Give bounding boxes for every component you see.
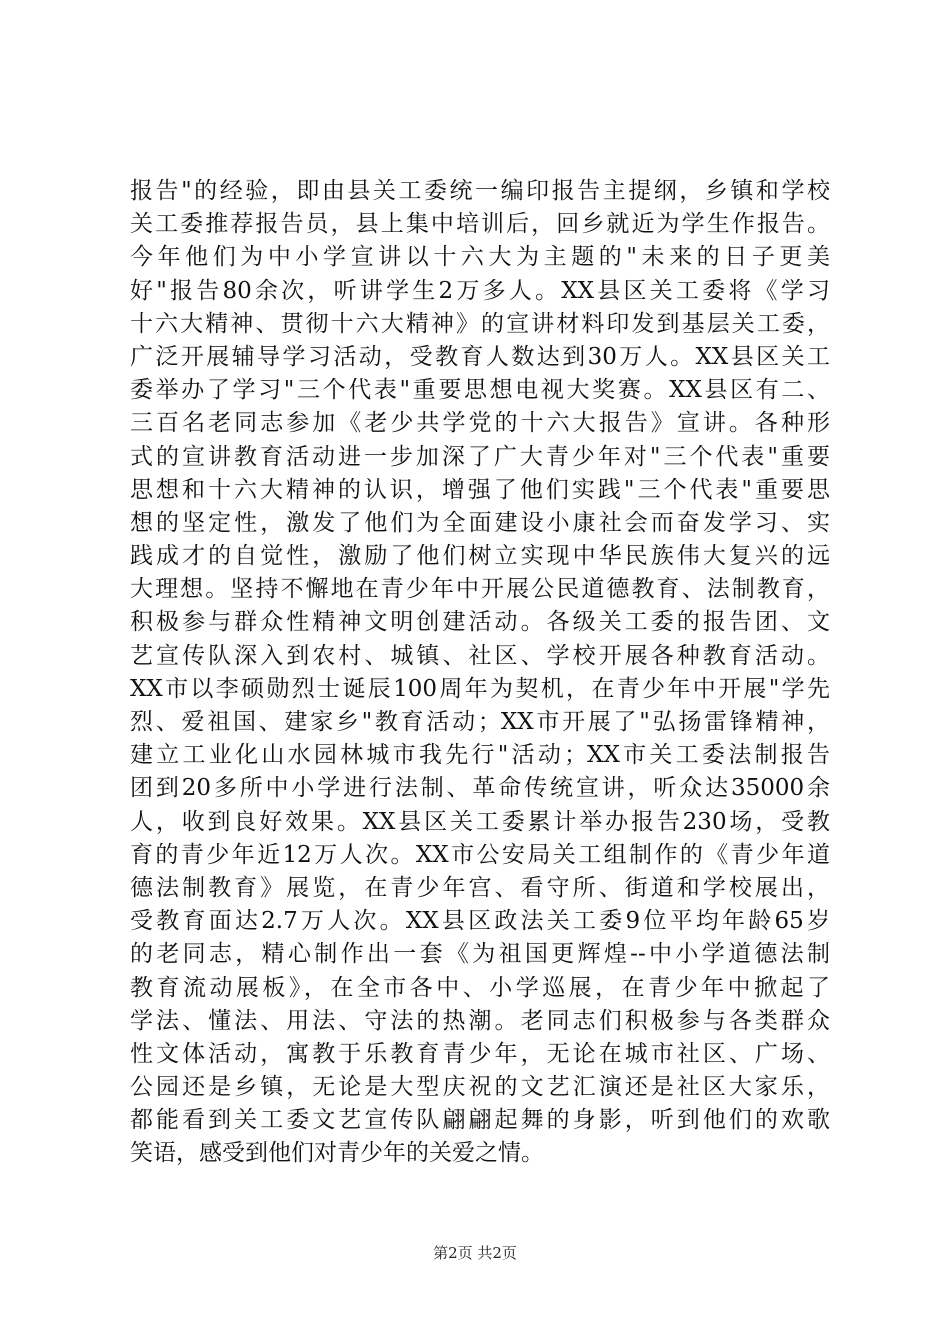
text-line: 团到20多所中小学进行法制、革命传统宣讲，听众达35000余 — [130, 775, 830, 802]
text-line: 三百名老同志参加《老少共学党的十六大报告》宣讲。各种形 — [130, 410, 830, 437]
text-line: 式的宣讲教育活动进一步加深了广大青少年对"三个代表"重要 — [130, 443, 830, 470]
text-line: 笑语，感受到他们对青少年的关爱之情。 — [130, 1140, 544, 1167]
text-line: 大理想。坚持不懈地在青少年中开展公民道德教育、法制教育， — [130, 576, 830, 603]
text-line: 想的坚定性，激发了他们为全面建设小康社会而奋发学习、实 — [130, 509, 830, 536]
text-line: 都能看到关工委文艺宣传队翩翩起舞的身影，听到他们的欢歌 — [130, 1107, 830, 1134]
text-line: 今年他们为中小学宣讲以十六大为主题的"未来的日子更美 — [130, 244, 830, 271]
page-footer: 第2页 共2页 — [433, 1244, 517, 1262]
text-line: 积极参与群众性精神文明创建活动。各级关工委的报告团、文 — [130, 609, 830, 636]
text-line: 思想和十六大精神的认识，增强了他们实践"三个代表"重要思 — [130, 476, 830, 503]
text-line: 德法制教育》展览，在青少年宫、看守所、街道和学校展出， — [130, 874, 830, 901]
text-line: 受教育面达2.7万人次。XX县区政法关工委9位平均年龄65岁 — [130, 908, 830, 935]
text-line: 教育流动展板》，在全市各中、小学巡展，在青少年中掀起了 — [130, 974, 830, 1001]
text-line: 公园还是乡镇，无论是大型庆祝的文艺汇演还是社区大家乐， — [130, 1074, 830, 1101]
text-line: 践成才的自觉性，激励了他们树立实现中华民族伟大复兴的远 — [130, 543, 830, 570]
text-line: XX市以李硕勋烈士诞辰100周年为契机，在青少年中开展"学先 — [130, 675, 830, 702]
text-line: 建立工业化山水园林城市我先行"活动；XX市关工委法制报告 — [130, 742, 830, 769]
text-line: 人，收到良好效果。XX县区关工委累计举办报告230场，受教 — [130, 808, 830, 835]
body-text — [130, 175, 830, 1171]
text-line: 十六大精神、贯彻十六大精神》的宣讲材料印发到基层关工委， — [130, 310, 830, 337]
text-line: 育的青少年近12万人次。XX市公安局关工组制作的《青少年道 — [130, 841, 830, 868]
text-line: 性文体活动，寓教于乐教育青少年，无论在城市社区、广场、 — [130, 1040, 830, 1067]
text-line: 广泛开展辅导学习活动，受教育人数达到30万人。XX县区关工 — [130, 343, 830, 370]
text-line: 好"报告80余次，听讲学生2万多人。XX县区关工委将《学习 — [130, 277, 830, 304]
text-line: 烈、爱祖国、建家乡"教育活动；XX市开展了"弘扬雷锋精神， — [130, 709, 830, 735]
text-line: 艺宣传队深入到农村、城镇、社区、学校开展各种教育活动。 — [130, 642, 830, 669]
text-line: 关工委推荐报告员，县上集中培训后，回乡就近为学生作报告。 — [130, 211, 830, 238]
text-line: 学法、懂法、用法、守法的热潮。老同志们积极参与各类群众 — [130, 1007, 830, 1034]
text-line: 报告"的经验，即由县关工委统一编印报告主提纲，乡镇和学校 — [130, 178, 830, 204]
text-line: 的老同志，精心制作出一套《为祖国更辉煌--中小学道德法制 — [130, 941, 830, 968]
text-line: 委举办了学习"三个代表"重要思想电视大奖赛。XX县区有二、 — [130, 377, 830, 404]
